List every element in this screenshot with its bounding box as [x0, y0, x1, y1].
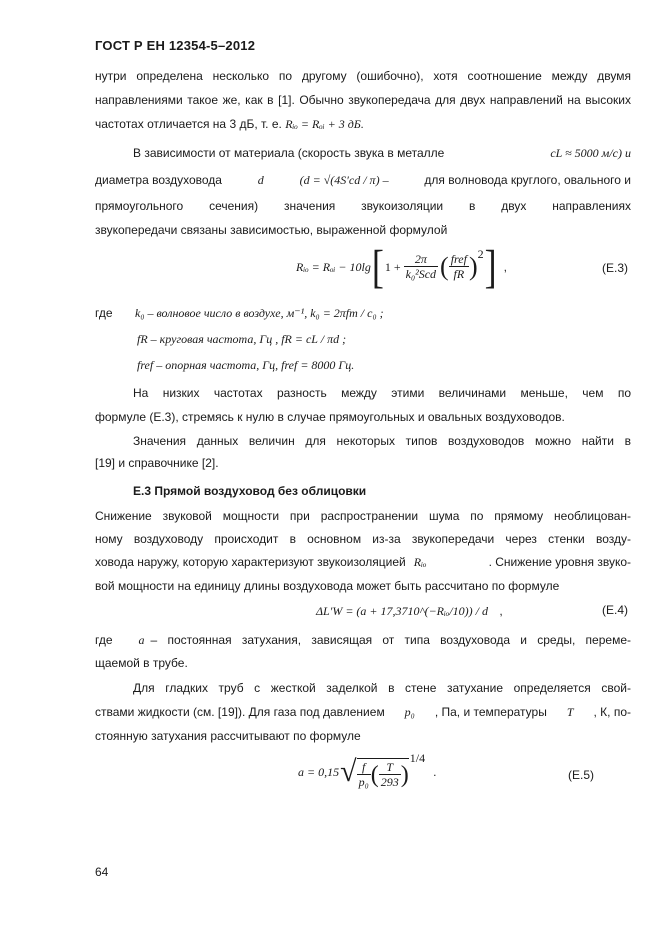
paragraph-line: На низких частотах разность между этими величинами меньше, чем по — [133, 386, 631, 400]
text-span: для волновода круглого, овального и — [424, 173, 631, 187]
inline-variable: d — [257, 173, 264, 187]
paragraph-line: звукопередачи связаны зависимостью, выраженной формулой — [95, 223, 448, 237]
paragraph-line — [133, 145, 631, 161]
text-span: частотах отличается на 3 дБ, т. е. — [95, 117, 282, 131]
fraction-numerator: f — [357, 761, 371, 775]
bracket-open: [ — [371, 241, 384, 293]
inline-variable: p₀ — [404, 705, 415, 719]
inline-variable: Rᵢₒ — [413, 555, 427, 569]
equation-lhs: a = 0,15 — [298, 765, 340, 779]
text-span: – постоянная затухания, зависящая от типа воздуховода и среды, переме- — [150, 633, 631, 647]
paragraph-line: прямоугольного сечения) значения звукоизоляции в двух направлениях — [95, 199, 631, 213]
radicand — [357, 758, 409, 789]
equation-e4 — [316, 603, 503, 619]
equation-lhs: Rᵢₒ = Rₒᵢ − 10lg — [296, 260, 371, 274]
inline-variable: a — [138, 633, 145, 647]
paragraph-line: Для гладких труб с жесткой заделкой в стене затухание определяется свой- — [133, 681, 631, 695]
paragraph-line — [95, 704, 631, 720]
text-span: . Снижение уровня звуко- — [488, 555, 631, 569]
paragraph-line: формуле (Е.3), стремясь к нулю в случае прямоугольных и овальных воздуховодов. — [95, 410, 565, 424]
radical-sign: √ — [340, 755, 357, 788]
text-span: , Па, и температуры — [434, 705, 547, 719]
text-span: ствами жидкости (см. [19]). Для газа под давлением — [95, 705, 385, 719]
equation-punctuation: , — [503, 260, 507, 274]
definition-fref: fref – опорная частота, Гц, fref = 8000 Гц. — [137, 358, 355, 372]
where-label: где — [95, 306, 113, 320]
paragraph-line — [95, 172, 631, 188]
fraction-denominator: p₀ — [358, 774, 369, 789]
paragraph-line: [19] и справочнике [2]. — [95, 456, 219, 470]
paragraph-line: Значения данных величин для некоторых типов воздуховодов можно найти в — [133, 434, 631, 448]
fraction-numerator: 2π — [404, 253, 438, 267]
inline-formula: Rᵢₒ = Rₒᵢ + 3 дБ. — [285, 117, 364, 131]
paren-close: ) — [468, 252, 478, 281]
equation-term: 1 + — [384, 260, 401, 274]
equation-number: (Е.4) — [602, 603, 629, 617]
equation-formula: ΔL′W = (a + 17,3710^(−Rᵢₒ/10)) / d — [316, 604, 489, 618]
fraction-numerator: T — [379, 761, 401, 775]
fraction-numerator: fref — [450, 252, 467, 266]
paren-open: ( — [370, 761, 379, 788]
definition-fR: fR – круговая частота, Гц , fR = cL / πd ; — [137, 332, 347, 346]
equation-fraction — [357, 761, 371, 789]
equation-punctuation: . — [433, 765, 437, 779]
equation-e5 — [298, 750, 436, 794]
paragraph-line — [95, 554, 631, 570]
paragraph-line: стоянную затухания рассчитывают по формуле — [95, 729, 361, 743]
paragraph-line: ному воздуховоду происходит в основном из-за звукопередачи через стенки возду- — [95, 532, 631, 546]
text-span: ховода наружу, которую характеризуют звукоизоляцией — [95, 555, 406, 569]
paragraph-line: направлениями такое же, как в [1]. Обычно звукопередача для двух направлений на высоких — [95, 93, 631, 107]
bracket-close: ] — [484, 241, 497, 293]
equation-fraction — [404, 253, 438, 281]
text-span: , К, по- — [593, 705, 631, 719]
equation-power: 2 — [477, 247, 484, 261]
paragraph-line: щаемой в трубе. — [95, 656, 188, 670]
equation-inner-fraction — [379, 761, 401, 789]
paragraph-line: вой мощности на единицу длины воздуховода может быть рассчитано по формуле — [95, 579, 560, 593]
paragraph-line — [95, 116, 364, 132]
definition-k0: k₀ – волновое число в воздухе, м⁻¹, k₀ = 2πfm / c₀ ; — [135, 306, 384, 320]
inline-formula: cL ≈ 5000 м/с) и — [550, 146, 631, 160]
equation-e3 — [296, 242, 507, 292]
text-span: В зависимости от материала (скорость звука в металле — [133, 146, 445, 160]
fraction-denominator: 293 — [380, 774, 399, 789]
equation-inner-fraction — [449, 253, 469, 281]
paragraph-line: нутри определена несколько по другому (ошибочно), хотя соотношение между двумя — [95, 69, 631, 83]
text-span: диаметра воздуховода — [95, 173, 222, 187]
page-number: 64 — [95, 865, 109, 879]
equation-number: (Е.3) — [602, 261, 629, 275]
document-header: ГОСТ Р ЕН 12354-5–2012 — [95, 38, 256, 53]
equation-number: (Е.5) — [568, 768, 595, 782]
where-label: где — [95, 633, 113, 647]
fraction-denominator: k₀²Scd — [405, 267, 437, 281]
paren-close: ) — [400, 761, 409, 788]
paragraph-line — [95, 632, 631, 648]
inline-formula: (d = √(4S′cd / π) – — [299, 173, 389, 187]
fraction-denominator: fR — [453, 267, 465, 281]
equation-punctuation: , — [499, 604, 503, 618]
inline-variable: T — [566, 705, 574, 719]
equation-exponent: 1/4 — [409, 751, 426, 765]
section-heading: Е.3 Прямой воздуховод без облицовки — [133, 484, 367, 498]
paragraph-line: Снижение звуковой мощности при распространении шума по прямому необлицован- — [95, 509, 631, 523]
paren-open: ( — [440, 252, 449, 281]
